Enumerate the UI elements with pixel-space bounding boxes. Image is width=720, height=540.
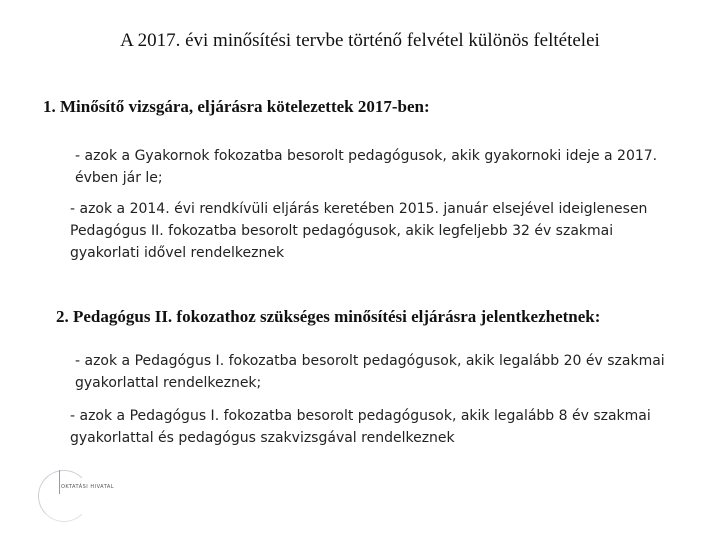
section-1-heading: 1. Minősítő vizsgára, eljárásra kötelezettek 2017-ben: (43, 97, 430, 116)
section-1-bullet-2: - azok a 2014. évi rendkívüli eljárás keretében 2015. január elsejével ideiglenesen Pedagógus II. fokozatba besorolt pedagógusok, akik legfeljebb 32 év szakmai gyakorlati idővel rendelkeznek (70, 201, 648, 261)
logo-divider (59, 470, 60, 494)
logo-arc-icon (38, 470, 90, 522)
logo-text: OKTATÁSI HIVATAL (61, 484, 115, 490)
agency-logo (34, 462, 124, 522)
section-2-bullet-2: - azok a Pedagógus I. fokozatba besorolt pedagógusok, akik legalább 8 év szakmai gyakorlattal és pedagógus szakvizsgával rendelkeznek (70, 408, 651, 446)
section-1-bullet-1: - azok a Gyakornok fokozatba besorolt pedagógusok, akik gyakornoki ideje a 2017. évben jár le; (75, 148, 658, 186)
section-2-bullet-1: - azok a Pedagógus I. fokozatba besorolt pedagógusok, akik legalább 20 év szakmai gyakorlattal rendelkeznek; (75, 353, 665, 391)
section-2-heading: 2. Pedagógus II. fokozathoz szükséges minősítési eljárásra jelentkezhetnek: (56, 307, 601, 326)
page-title: A 2017. évi minősítési tervbe történő felvétel különös feltételei (120, 30, 600, 51)
